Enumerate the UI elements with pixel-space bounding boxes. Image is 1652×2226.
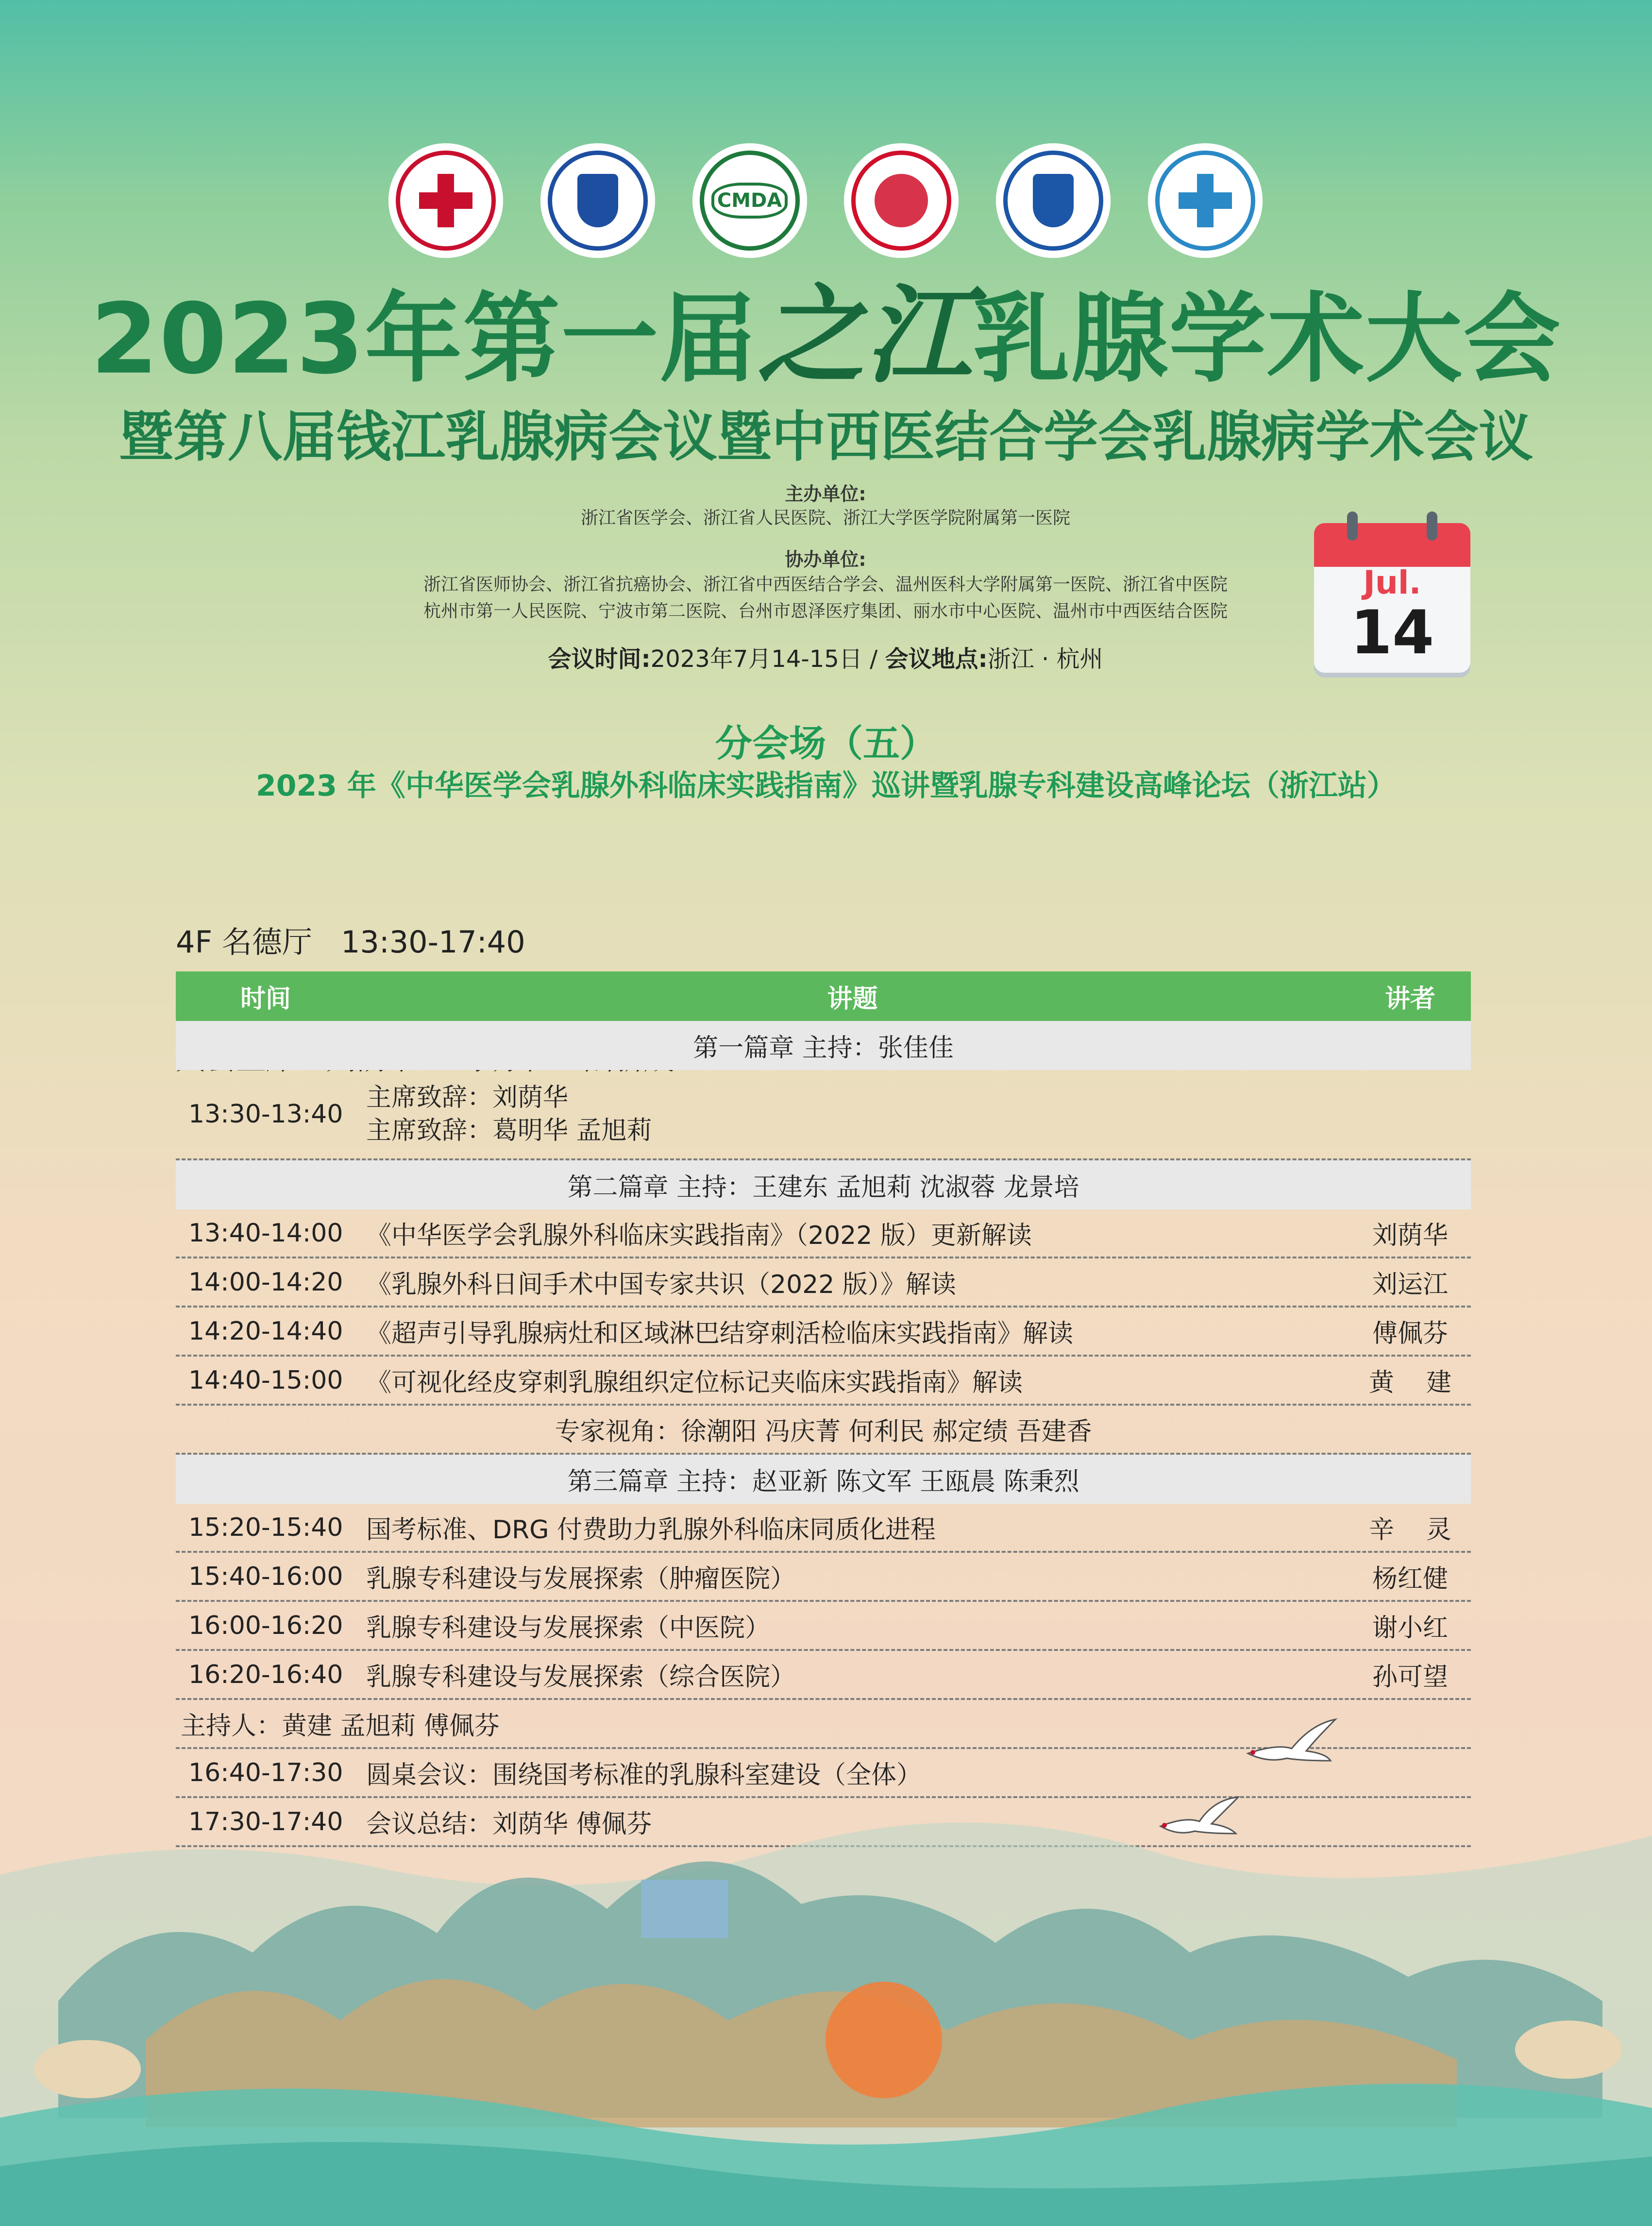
venue-time: 4F 名德厅 13:30-17:40: [176, 924, 525, 960]
table-row: [176, 1553, 1471, 1602]
section-header-3: 第三篇章 主持：赵亚新 陈文军 王瓯晨 陈秉烈: [176, 1455, 1471, 1504]
section-header-2: 第二篇章 主持：王建东 孟旭莉 沈淑蓉 龙景培: [176, 1160, 1471, 1209]
row-topic: 圆桌会议：围绕国考标准的乳腺科室建设（全体）: [366, 1761, 922, 1790]
zhejiang-provincial-peoples-hospital-logo: [996, 143, 1111, 258]
table-row: [176, 1209, 1471, 1258]
host-organizers: 浙江省医学会、浙江省人民医院、浙江大学医学院附属第一医院: [580, 508, 1070, 528]
zhejiang-medical-association-logo: [388, 143, 503, 258]
session-name: 分会场（五）: [715, 722, 937, 765]
table-row: [176, 1602, 1471, 1651]
row-time: 16:00-16:20: [188, 1611, 343, 1640]
row-time: 15:40-16:00: [188, 1562, 343, 1591]
row-topic: 《乳腺外科日间手术中国专家共识（2022 版）》解读: [366, 1270, 956, 1299]
calligraphy-title: 之江: [757, 272, 973, 398]
row-topic: 《超声引导乳腺病灶和区域淋巴结穿刺活检临床实践指南》解读: [366, 1319, 1074, 1348]
row-speaker: 谢小红: [1372, 1614, 1448, 1643]
section-header-1: 第一篇章 主持：张佳佳: [176, 1021, 1471, 1070]
calendar-day: 14: [1350, 598, 1434, 668]
main-title: 2023年第一届之江乳腺学术大会: [90, 272, 1562, 398]
logo-row: [388, 143, 1263, 260]
row-speaker: 黄 建: [1368, 1368, 1452, 1397]
table-row: [176, 1651, 1471, 1700]
calendar-month: Jul.: [1363, 564, 1421, 601]
row-topic: 国考标准、DRG 付费助力乳腺外科临床同质化进程: [366, 1515, 936, 1545]
landscape-illustration: [0, 1749, 1652, 2226]
row-time: 14:00-14:20: [188, 1267, 343, 1297]
cmda-logo: CMDA: [692, 143, 807, 258]
row-speaker: 刘运江: [1372, 1270, 1448, 1299]
row-topic: 《中华医学会乳腺外科临床实践指南》（2022 版）更新解读: [366, 1221, 1032, 1250]
table-row: [176, 1308, 1471, 1357]
header-time: 时间: [240, 984, 291, 1014]
co-host-line-1: 浙江省医师协会、浙江省抗癌协会、浙江省中西医结合学会、温州医科大学附属第一医院、浙江省中医院: [423, 575, 1228, 595]
row-speaker: 杨红健: [1372, 1564, 1448, 1594]
row-time: 14:20-14:40: [188, 1316, 343, 1346]
session-title: 2023 年《中华医学会乳腺外科临床实践指南》巡讲暨乳腺专科建设高峰论坛（浙江站）: [256, 769, 1396, 803]
meeting-info: 会议时间:2023年7月14-15日 / 会议地点:浙江 · 杭州: [548, 646, 1103, 673]
row-speaker: 孙可望: [1372, 1663, 1448, 1692]
row-topic: 乳腺专科建设与发展探索（综合医院）: [366, 1663, 796, 1692]
chinese-anticancer-association-logo: [540, 143, 655, 258]
row-speaker: 辛 灵: [1368, 1515, 1452, 1545]
table-row: [176, 1357, 1471, 1406]
row-time: 17:30-17:40: [188, 1807, 343, 1836]
row-time: 13:40-14:00: [188, 1218, 343, 1248]
host-label: 主办单位:: [785, 483, 866, 505]
row-topic: 乳腺专科建设与发展探索（中医院）: [366, 1614, 771, 1643]
header-topic: 讲题: [827, 984, 878, 1014]
row-topic: 《可视化经皮穿刺乳腺组织定位标记夹临床实践指南》解读: [366, 1368, 1023, 1397]
main-subtitle: 暨第八届钱江乳腺病会议暨中西医结合学会乳腺病学术会议: [119, 406, 1533, 469]
co-host-label: 协办单位:: [785, 549, 866, 570]
header-speaker: 讲者: [1384, 984, 1435, 1014]
zhejiang-university-first-hospital-logo: [1148, 143, 1263, 258]
row-time: 15:20-15:40: [188, 1512, 343, 1542]
calendar-icon: [1314, 511, 1470, 678]
row-speaker: 傅佩芬: [1372, 1319, 1448, 1348]
row-time: 16:20-16:40: [188, 1660, 343, 1689]
expert-view-row: 专家视角：徐潮阳 冯庆菁 何利民 郝定绩 吾建香: [176, 1406, 1471, 1455]
row-time: 13:30-13:40: [188, 1100, 343, 1129]
table-row: [176, 1070, 1471, 1160]
table-header: [176, 971, 1471, 1021]
row-speaker: 刘荫华: [1372, 1221, 1448, 1250]
row-time: 14:40-15:00: [188, 1365, 343, 1395]
row-topic: 会议总结：刘荫华 傅佩芬: [366, 1810, 652, 1839]
host-row: 主持人：黄建 孟旭莉 傅佩芬: [176, 1700, 1471, 1749]
row-topic: 主席致辞：刘荫华 主席致辞：葛明华 孟旭莉: [366, 1083, 652, 1145]
row-topic: 乳腺专科建设与发展探索（肿瘤医院）: [366, 1564, 796, 1594]
row-time: 16:40-17:30: [188, 1758, 343, 1787]
co-host-line-2: 杭州市第一人民医院、宁波市第二医院、台州市恩泽医疗集团、丽水市中心医院、温州市中西医结合医院: [423, 601, 1228, 621]
zaim-logo: [844, 143, 959, 258]
table-row: [176, 1258, 1471, 1308]
table-row: [176, 1504, 1471, 1553]
